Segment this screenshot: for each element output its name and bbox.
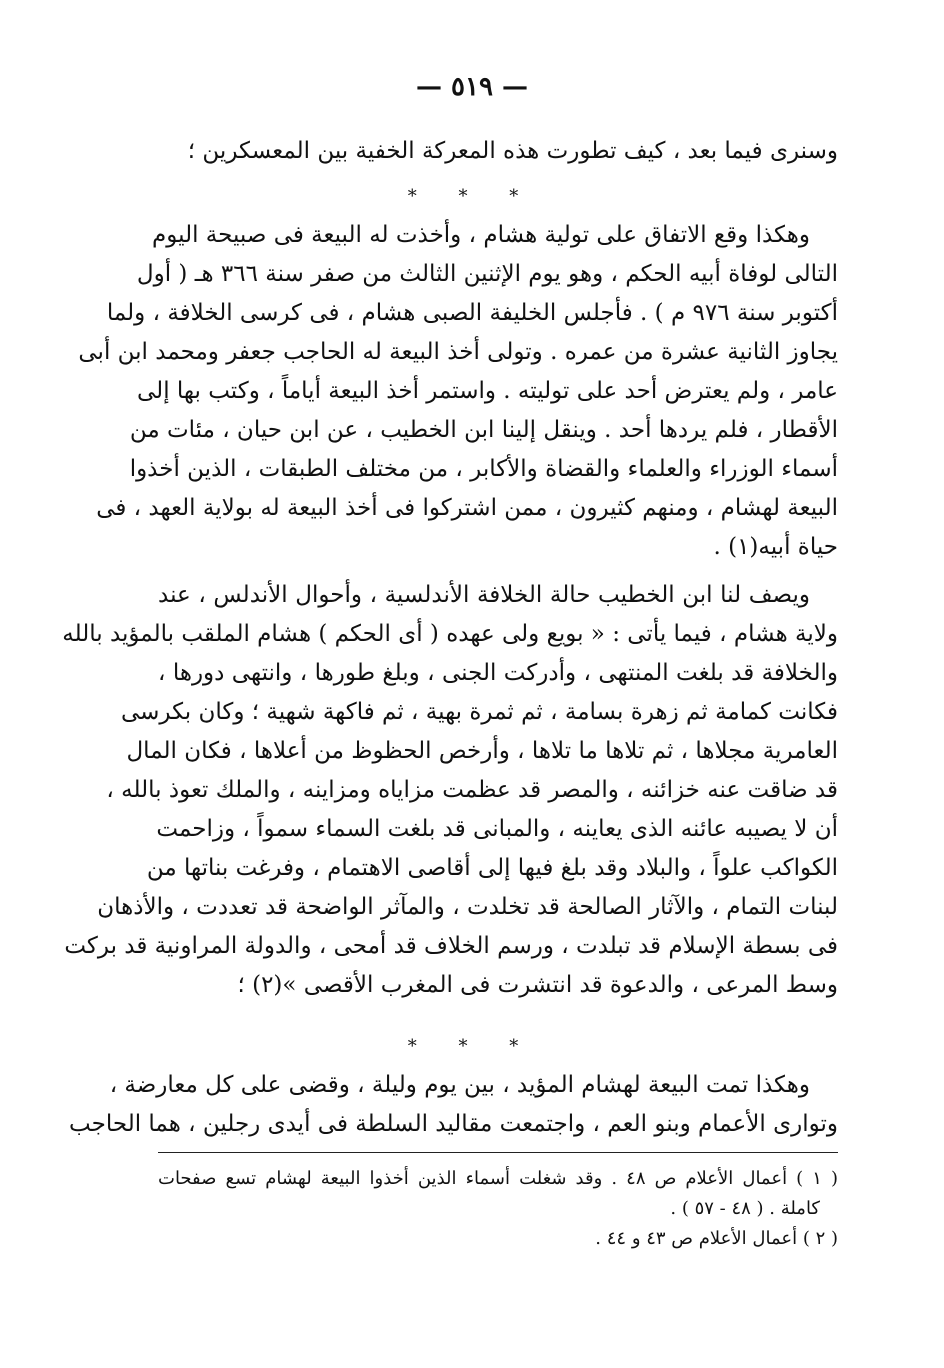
section-separator: * * * bbox=[407, 1036, 537, 1057]
footnote-divider bbox=[158, 1152, 838, 1153]
opening-paragraph bbox=[158, 132, 838, 171]
text-line: قد ضاقت عنه خزائنه ، والمصر قد عظمت مزاياه ومزاينه ، والملك تعوذ بالله ، bbox=[106, 777, 838, 803]
text-line: أن لا يصيبه عائنه الذى يعاينه ، والمبانى قد بلغت السماء سمواً ، وزاحمت bbox=[156, 816, 838, 842]
text-line: حياة أبيه(١) . bbox=[713, 534, 838, 560]
text-line: وهكذا تمت البيعة لهشام المؤيد ، بين يوم وليلة ، وقضى على كل معارضة ، bbox=[109, 1072, 810, 1098]
text-line: التالى لوفاة أبيه الحكم ، وهو يوم الإثنين الثالث من صفر سنة ٣٦٦ هـ ( أول bbox=[136, 261, 838, 287]
text-line: فكانت كمامة ثم زهرة بسامة ، ثم ثمرة بهية ، ثم فاكهة شهية ؛ وكان بكرسى bbox=[120, 699, 838, 725]
text-line: الأقطار ، فلم يردها أحد . وينقل إلينا ابن الخطيب ، عن ابن حيان ، مئات من bbox=[129, 417, 838, 443]
text-line: عامر ، ولم يعترض أحد على توليته . واستمر أخذ البيعة أياماً ، وكتب بها إلى bbox=[137, 378, 838, 404]
section-separator: * * * bbox=[407, 186, 537, 207]
text-line: لبنات التمام ، والآثار الصالحة قد تخلدت ، والمآثر الواضحة قد تعددت ، والأذهان bbox=[97, 894, 838, 920]
text-line: البيعة لهشام ، ومنهم كثيرون ، ممن اشتركوا فى أخذ البيعة له بولاية العهد ، فى bbox=[96, 495, 838, 521]
text-line: العامرية مجلاها ، ثم تلاها ما تلاها ، وأرخص الحظوظ من أعلاها ، فكان المال bbox=[126, 738, 838, 764]
paragraph-3 bbox=[69, 1066, 838, 1144]
text-line: وهكذا وقع الاتفاق على تولية هشام ، وأخذت له البيعة فى صبيحة اليوم bbox=[152, 222, 810, 248]
text-line: ويصف لنا ابن الخطيب حالة الخلافة الأندلسية ، وأحوال الأندلس ، عند bbox=[158, 582, 810, 608]
text-line: أسماء الوزراء والعلماء والقضاة والأكابر ، من مختلف الطبقات ، الذين أخذوا bbox=[129, 456, 838, 482]
text-line: أكتوبر سنة ٩٧٦ م ) . فأجلس الخليفة الصبى هشام ، فى كرسى الخلافة ، ولما bbox=[106, 300, 838, 326]
footnote-line: ( ١ ) أعمال الأعلام ص ٤٨ . وقد شغلت أسماء الذين أخذوا البيعة لهشام تسع صفحات bbox=[158, 1168, 838, 1189]
text-line: فى بسطة الإسلام قد تبلدت ، ورسم الخلاف قد أمحى ، والدولة المراونية قد بركت bbox=[64, 933, 838, 959]
page-number: — ٥١٩ — bbox=[415, 72, 529, 102]
paragraph-2 bbox=[62, 576, 838, 1005]
text-line: وتوارى الأعمام وبنو العم ، واجتمعت مقاليد السلطة فى أيدى رجلين ، هما الحاجب bbox=[69, 1111, 838, 1137]
text-line: يجاوز الثانية عشرة من عمره . وتولى أخذ البيعة له الحاجب جعفر ومحمد ابن أبى bbox=[78, 339, 838, 365]
text-line: الكواكب علواً ، والبلاد وقد بلغ فيها إلى أقاصى الاهتمام ، وفرغت بناتها من bbox=[146, 855, 838, 881]
text-line: ولاية هشام ، فيما يأتى : « بويع ولى عهده ( أى الحكم ) هشام الملقب بالمؤيد بالله bbox=[62, 621, 838, 647]
footnote-line: كاملة . ( ٤٨ - ٥٧ ) . bbox=[670, 1198, 820, 1219]
text-line: والخلافة قد بلغت المنتهى ، وأدركت الجنى ، وبلغ طورها ، وانتهى دورها ، bbox=[158, 660, 838, 686]
paragraph-1 bbox=[78, 216, 838, 567]
footnotes bbox=[158, 1164, 838, 1254]
footnote-line: ( ٢ ) أعمال الأعلام ص ٤٣ و ٤٤ . bbox=[595, 1228, 838, 1249]
text-line: وسط المرعى ، والدعوة قد انتشرت فى المغرب الأقصى »(٢) ؛ bbox=[237, 972, 838, 998]
text-line: وسنرى فيما بعد ، كيف تطورت هذه المعركة الخفية بين المعسكرين ؛ bbox=[187, 138, 838, 164]
